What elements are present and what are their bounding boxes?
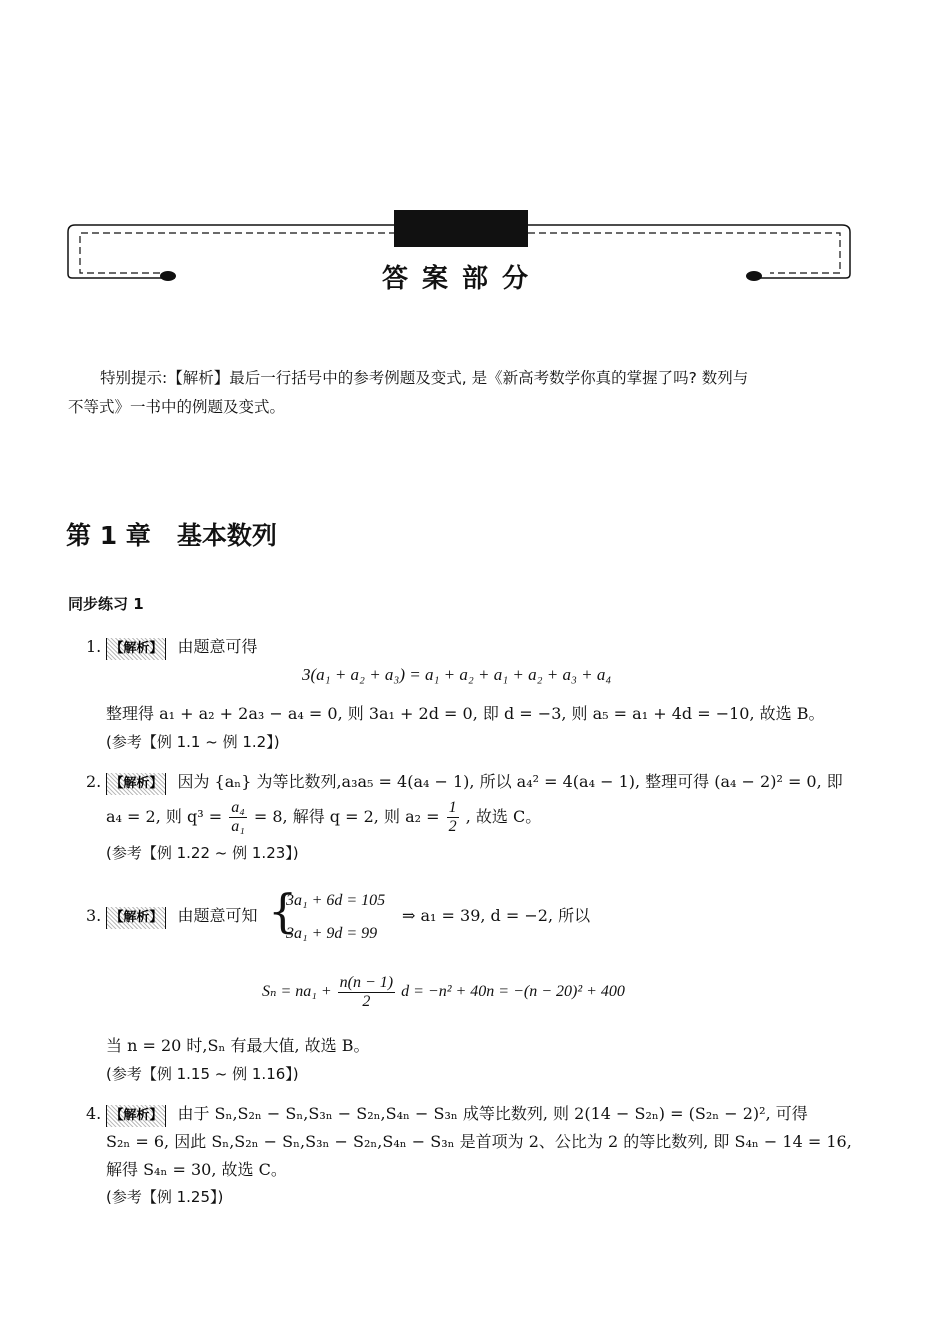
problem-3-header: [86, 905, 257, 929]
problem-1-intro: 由题意可得: [177, 637, 258, 656]
problem-2-text-2b: = 8, 解得 q = 2, 则 a₂ =: [253, 807, 440, 826]
problem-3-intro: 由题意可知: [177, 906, 258, 925]
sum-eq-part-b: d = −n² + 40n = −(n − 20)² + 400: [401, 983, 625, 1000]
system-equation-1: 3a₁ + 6d = 105: [286, 892, 386, 909]
fraction-a4-over-a1: [229, 799, 247, 836]
system-equation-2: 3a₁ + 9d = 99: [286, 925, 378, 942]
analysis-tag: 【解析】: [106, 638, 166, 660]
problem-2-text-2a: a₄ = 2, 则 q³ =: [106, 807, 223, 826]
problem-1-equation: 3(a₁ + a₂ + a₃) = a₁ + a₂ + a₁ + a₂ + a₃ + a₄: [302, 665, 612, 684]
problem-3-body: 当 n = 20 时,Sₙ 有最大值, 故选 B。: [106, 1036, 370, 1055]
problem-3-reference: (参考【例 1.15 ~ 例 1.16】): [106, 1065, 299, 1083]
problem-2-reference: (参考【例 1.22 ~ 例 1.23】): [106, 844, 299, 862]
problem-3-sum-equation: [262, 970, 625, 1014]
fraction-n-n-minus-1-over-2: [338, 974, 395, 1011]
banner-title: 答案部分: [381, 264, 542, 294]
fraction-denominator: 2: [362, 992, 371, 1010]
fraction-denominator: 2: [448, 818, 457, 835]
problem-1-header: [86, 636, 257, 660]
tip-line-1: 特别提示:【解析】最后一行括号中的参考例题及变式, 是《新高考数学你真的掌握了吗? 数列与: [100, 369, 749, 387]
problem-2-line-1: [86, 771, 843, 795]
chapter-title: 第 1 章 基本数列: [66, 521, 277, 550]
section-title: 同步练习 1: [68, 595, 144, 613]
fraction-numerator: a₄: [231, 799, 245, 816]
fraction-denominator: a₁: [231, 818, 245, 835]
problem-2-number: 2.: [86, 772, 102, 791]
problem-4-line-2: S₂ₙ = 6, 因此 Sₙ,S₂ₙ − Sₙ,S₃ₙ − S₂ₙ,S₄ₙ − S₃ₙ 是首项为 2、公比为 2 的等比数列, 即 S₄ₙ − 14 = 16,: [106, 1132, 852, 1151]
problem-2-text-1: 因为 {aₙ} 为等比数列,a₃a₅ = 4(a₄ − 1), 所以 a₄² = 4(a₄ − 1), 整理可得 (a₄ − 2)² = 0, 即: [177, 772, 843, 791]
problem-1-reference: (参考【例 1.1 ~ 例 1.2】): [106, 733, 280, 751]
fraction-one-half: [447, 799, 459, 836]
analysis-tag: 【解析】: [106, 907, 166, 929]
tip-line-2: 不等式》一书中的例题及变式。: [68, 398, 286, 416]
problem-3-number: 3.: [86, 906, 102, 925]
fraction-numerator: n(n − 1): [339, 973, 394, 991]
problem-4-line-1: [86, 1103, 808, 1127]
problem-4-text-1: 由于 Sₙ,S₂ₙ − Sₙ,S₃ₙ − S₂ₙ,S₄ₙ − S₃ₙ 成等比数列, 则 2(14 − S₂ₙ) = (S₂ₙ − 2)², 可得: [177, 1104, 808, 1123]
problem-4-line-3: 解得 S₄ₙ = 30, 故选 C。: [106, 1160, 287, 1179]
problem-2-line-2: [106, 798, 541, 836]
problem-2-text-2c: , 故选 C。: [465, 807, 542, 826]
problem-1-body: 整理得 a₁ + a₂ + 2a₃ − a₄ = 0, 则 3a₁ + 2d = 0, 即 d = −3, 则 a₅ = a₁ + 4d = −10, 故选 B。: [106, 704, 825, 723]
system-brace: {: [268, 884, 298, 938]
system-result: ⇒ a₁ = 39, d = −2, 所以: [402, 906, 591, 925]
fraction-numerator: 1: [448, 799, 457, 816]
sum-eq-part-a: Sₙ = na₁ +: [262, 983, 332, 1000]
problem-1-number: 1.: [86, 637, 102, 656]
analysis-tag: 【解析】: [106, 773, 166, 795]
problem-4-number: 4.: [86, 1104, 102, 1123]
analysis-tag: 【解析】: [106, 1105, 166, 1127]
problem-4-reference: (参考【例 1.25】): [106, 1188, 224, 1206]
